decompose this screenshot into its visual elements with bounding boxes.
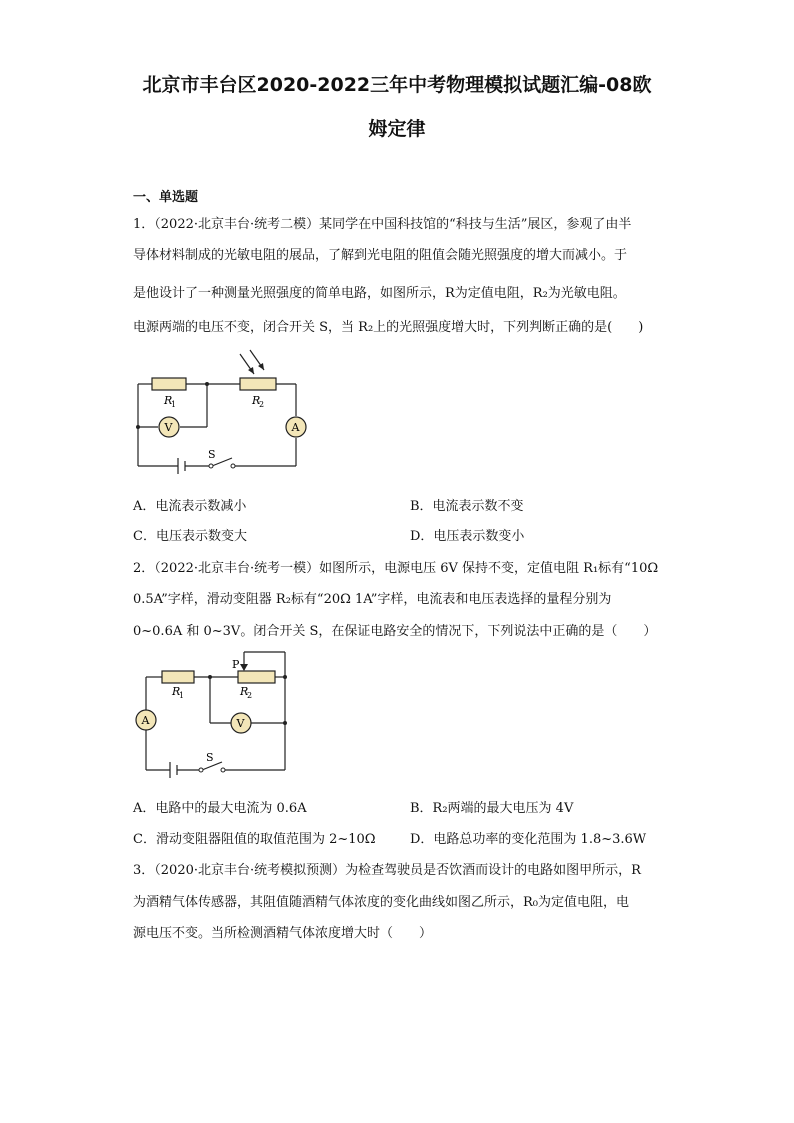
doc-title-line1: 北京市丰台区2020-2022三年中考物理模拟试题汇编-08欧	[142, 74, 652, 96]
q1-fig-r2-label: R	[252, 394, 261, 407]
q1-circuit-diagram	[130, 348, 320, 478]
q2-fig-r2-sub: 2	[247, 691, 253, 700]
q1-option-c[interactable]: C．电压表示数变大	[133, 529, 247, 544]
q2-option-c[interactable]: C．滑动变阻器阻值的取值范围为 2~10Ω	[133, 832, 376, 847]
q2-option-b[interactable]: B．R₂两端的最大电压为 4V	[410, 801, 574, 816]
q2-fig-r1-label: R	[172, 685, 181, 698]
q1-option-b[interactable]: B．电流表示数不变	[410, 499, 524, 514]
q3-text-line: 3．（2020·北京丰台·统考模拟预测）为检查驾驶员是否饮酒而设计的电路如图甲所示，R	[133, 863, 641, 878]
q3-text-line: 源电压不变。当所检测酒精气体浓度增大时（ ）	[133, 926, 433, 941]
q2-fig-ammeter-label: A	[141, 714, 150, 727]
q1-text-line: 1．（2022·北京丰台·统考二模）某同学在中国科技馆的“科技与生活”展区，参观了由半	[133, 217, 632, 232]
q2-fig-voltmeter-label: V	[236, 717, 245, 730]
q1-option-a[interactable]: A．电流表示数减小	[133, 499, 247, 514]
q1-fig-ammeter-label: A	[291, 421, 300, 434]
section-heading: 一、单选题	[133, 190, 199, 205]
q2-circuit-diagram	[130, 646, 300, 781]
q1-option-d[interactable]: D．电压表示数变小	[410, 529, 525, 544]
q2-option-d[interactable]: D．电路总功率的变化范围为 1.8~3.6W	[410, 832, 647, 847]
q1-fig-switch-label: S	[208, 448, 216, 461]
q2-text-line: 0.5A”字样，滑动变阻器 R₂标有“20Ω 1A”字样，电流表和电压表选择的量程分别为	[133, 592, 612, 607]
q1-text-line: 电源两端的电压不变，闭合开关 S，当 R₂上的光照强度增大时，下列判断正确的是( )	[133, 320, 644, 335]
q1-text-line: 导体材料制成的光敏电阻的展品，了解到光电阻的阻值会随光照强度的增大而减小。于	[133, 248, 628, 263]
doc-title-line2: 姆定律	[368, 118, 426, 140]
q1-text-line: 是他设计了一种测量光照强度的简单电路，如图所示，R为定值电阻，R₂为光敏电阻。	[133, 286, 626, 301]
q1-fig-voltmeter-label: V	[164, 421, 173, 434]
q2-fig-switch-label: S	[206, 751, 214, 764]
q2-fig-r2-label: R	[240, 685, 249, 698]
q3-text-line: 为酒精气体传感器，其阻值随酒精气体浓度的变化曲线如图乙所示，R₀为定值电阻，电	[133, 895, 630, 910]
q2-fig-slider-label: P	[232, 658, 240, 671]
q2-fig-r1-sub: 1	[179, 691, 185, 700]
q1-fig-r1-label: R	[164, 394, 173, 407]
q2-text-line: 0~0.6A 和 0~3V。闭合开关 S，在保证电路安全的情况下，下列说法中正确的是（ ）	[133, 624, 657, 639]
q1-fig-r1-sub: 1	[171, 400, 177, 409]
q2-option-a[interactable]: A．电路中的最大电流为 0.6A	[133, 801, 307, 816]
q2-text-line: 2．（2022·北京丰台·统考一模）如图所示，电源电压 6V 保持不变，定值电阻 R₁标有“10Ω	[133, 561, 659, 576]
q1-fig-r2-sub: 2	[259, 400, 265, 409]
